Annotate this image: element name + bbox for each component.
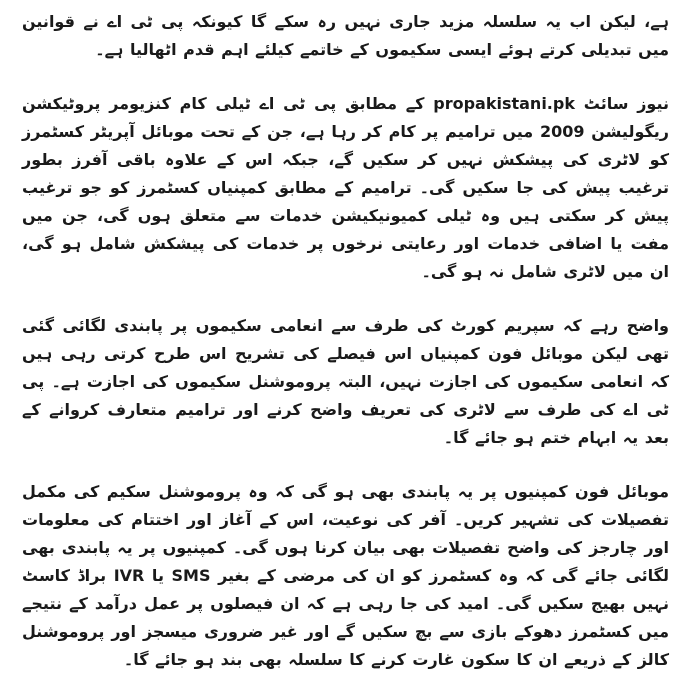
paragraph-4: موبائل فون کمپنیوں پر یہ پابندی بھی ہو گی کہ وہ پروموشنل سکیم کی مکمل تفصیلات کی تشہیر کریں۔ آفر کی نوعیت، اس کے آغاز اور اختتام کی معلومات اور چارجز کی واضح تفصیلات بھی بیان کرنا ہوں گی۔ کمپنیوں پر یہ پابندی بھی لگائی جائے گی کہ وہ کسٹمرز کو ان کی مرضی کے بغیر SMS یا IVR براڈ کاسٹ نہیں بھیج سکیں گی۔ امید کی جا رہی ہے کہ ان فیصلوں پر عمل درآمد کے نتیجے میں کسٹمرز دھوکے بازی سے بچ سکیں گے اور غیر ضروری میسجز اور پروموشنل کالز کے ذریعے ان کا سکون غارت کرنے کا سلسلہ بھی بند ہو جائے گا۔ [22, 482, 669, 669]
paragraph-3: واضح رہے کہ سپریم کورٹ کی طرف سے انعامی سکیموں پر پابندی لگائی گئی تھی لیکن موبائل فون کمپنیاں اس فیصلے کی تشریح اس طرح کرتی رہی ہیں کہ انعامی سکیموں کی اجازت نہیں، البتہ پروموشنل سکیموں کی اجازت ہے۔ پی ٹی اے کی طرف سے لاٹری کی تعریف واضح کرنے اور ترامیم متعارف کروانے کے بعد یہ ابہام ختم ہو جائے گا۔ [22, 316, 669, 447]
paragraph-1: ہے، لیکن اب یہ سلسلہ مزید جاری نہیں رہ سکے گا کیونکہ پی ٹی اے نے قوانین میں تبدیلی کرتے ہوئے ایسی سکیموں کے خاتمے کیلئے اہم قدم اٹھالیا ہے۔ [22, 12, 669, 59]
paragraph-2: نیوز سائٹ propakistani.pk کے مطابق پی ٹی اے ٹیلی کام کنزیومر پروٹیکشن ریگولیشن 2009 میں ترامیم پر کام کر رہا ہے، جن کے تحت موبائل آپریٹر کسٹمرز کو لاٹری کی پیشکش نہیں کر سکیں گے، جبکہ اس کے علاوہ باقی آفرز بطور ترغیب پیش کی جا سکیں گی۔ ترامیم کے مطابق کمپنیاں کسٹمرز کو جو ترغیب پیش کر سکتی ہیں وہ ٹیلی کمیونیکیشن خدمات سے متعلق ہوں گی، جن میں مفت یا اضافی خدمات اور رعایتی نرخوں پر خدمات کی پیشکش شامل ہو گی، ان میں لاٹری شامل نہ ہو گی۔ [22, 94, 670, 281]
